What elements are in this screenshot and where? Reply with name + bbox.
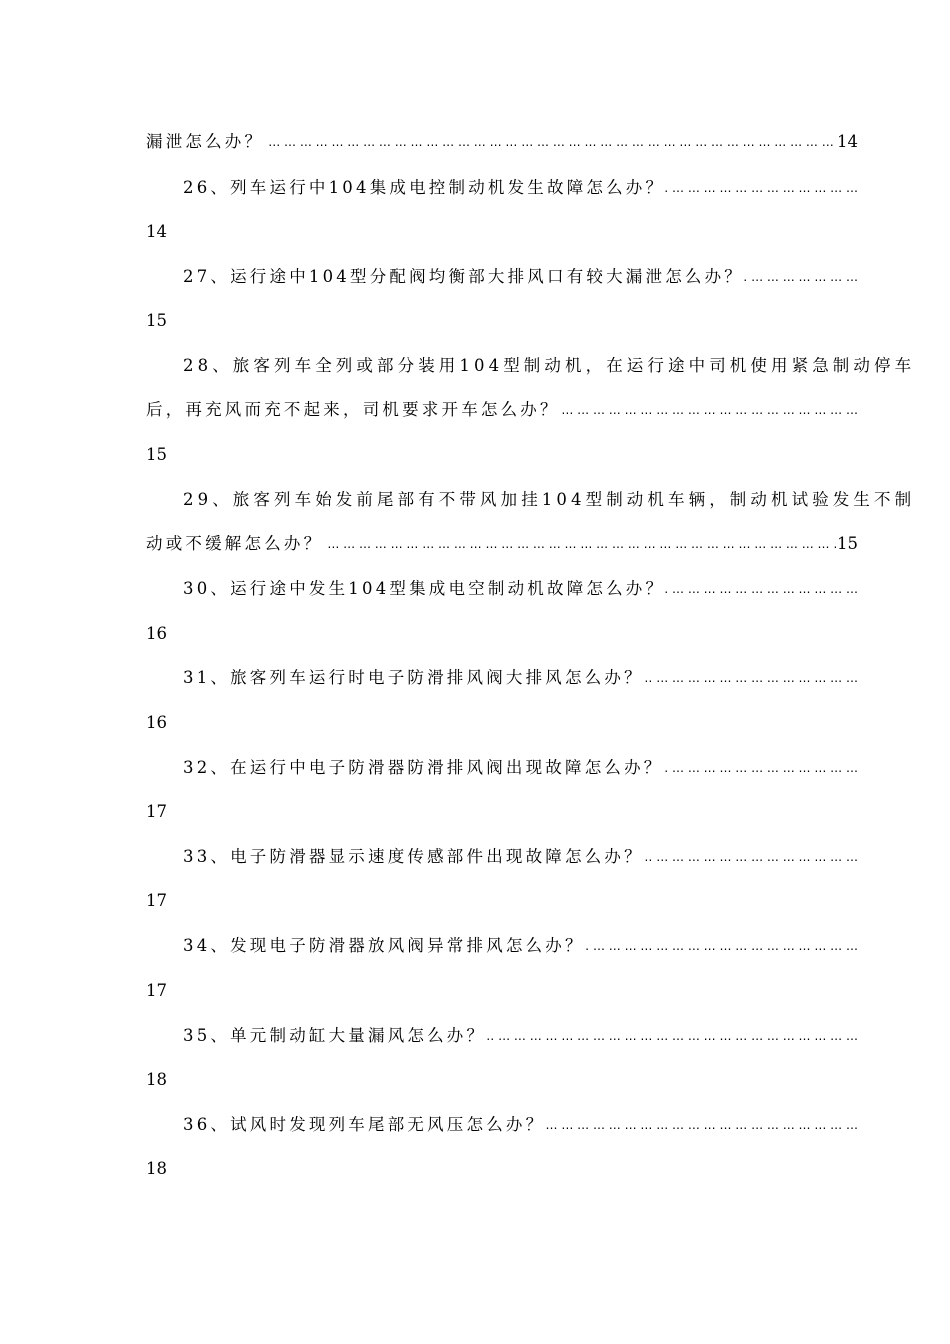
toc-leader-dots bbox=[664, 754, 859, 782]
toc-page-number-30: 16 bbox=[146, 624, 167, 643]
toc-page-number-33: 17 bbox=[146, 891, 167, 910]
toc-entry-text: 27、运行途中104型分配阀均衡部大排风口有较大漏泄怎么办？ bbox=[183, 267, 744, 286]
toc-leader-dots bbox=[585, 932, 858, 960]
toc-leader-dots bbox=[644, 843, 858, 871]
toc-leader-dots bbox=[264, 128, 837, 156]
toc-entry-29-line2[interactable] bbox=[146, 530, 858, 558]
toc-entry-34[interactable] bbox=[183, 932, 858, 960]
toc-entry-33[interactable] bbox=[183, 843, 858, 871]
toc-page-number-31: 16 bbox=[146, 713, 167, 732]
toc-entry-29-line1[interactable]: 29、旅客列车始发前尾部有不带风加挂104型制动机车辆，制动机试验发生不制 bbox=[183, 490, 916, 509]
toc-entry-text: 31、旅客列车运行时电子防滑排风阀大排风怎么办？ bbox=[183, 668, 644, 687]
toc-entry-28-line1[interactable]: 28、旅客列车全列或部分装用104型制动机，在运行途中司机使用紧急制动停车 bbox=[183, 356, 916, 375]
toc-page-number-28: 15 bbox=[146, 445, 167, 464]
toc-leader-dots bbox=[545, 1111, 858, 1139]
toc-leader-dots bbox=[665, 174, 858, 202]
toc-entry-28-line2[interactable] bbox=[146, 396, 858, 424]
toc-leader-dots bbox=[644, 664, 858, 692]
toc-entry-text: 32、在运行中电子防滑器防滑排风阀出现故障怎么办？ bbox=[183, 758, 664, 777]
toc-entry-32[interactable] bbox=[183, 754, 858, 782]
toc-entry-26[interactable] bbox=[183, 174, 858, 202]
toc-page-number-35: 18 bbox=[146, 1070, 167, 1089]
toc-leader-dots bbox=[665, 575, 858, 603]
toc-entry-35[interactable] bbox=[183, 1022, 858, 1050]
toc-entry-30[interactable] bbox=[183, 575, 858, 603]
toc-leader-dots bbox=[560, 396, 858, 424]
toc-entry-31[interactable] bbox=[183, 664, 858, 692]
toc-leader-dots bbox=[744, 263, 858, 291]
toc-entry-text: 34、发现电子防滑器放风阀异常排风怎么办？ bbox=[183, 936, 585, 955]
toc-entry-text: 30、运行途中发生104型集成电空制动机故障怎么办？ bbox=[183, 579, 666, 598]
toc-page-number-26: 14 bbox=[146, 222, 167, 241]
toc-entry-36[interactable] bbox=[183, 1111, 858, 1139]
toc-entry-27[interactable] bbox=[183, 263, 858, 291]
toc-entry-text: 漏泄怎么办？ bbox=[146, 132, 265, 151]
toc-entry-text: 33、电子防滑器显示速度传感部件出现故障怎么办？ bbox=[183, 847, 644, 866]
toc-page-number-32: 17 bbox=[146, 802, 167, 821]
toc-page-number: 15 bbox=[837, 534, 858, 553]
toc-entry-text: 后，再充风而充不起来，司机要求开车怎么办？ bbox=[146, 400, 560, 419]
toc-entry-text: 36、试风时发现列车尾部无风压怎么办？ bbox=[183, 1115, 546, 1134]
toc-entry-text: 动或不缓解怎么办？ bbox=[146, 534, 324, 553]
toc-page-number-34: 17 bbox=[146, 981, 167, 1000]
toc-leader-dots bbox=[486, 1022, 858, 1050]
toc-leader-dots bbox=[323, 530, 837, 558]
toc-entry-text: 26、列车运行中104集成电控制动机发生故障怎么办？ bbox=[183, 178, 666, 197]
toc-page-number-27: 15 bbox=[146, 311, 167, 330]
toc-entry-25-continuation[interactable] bbox=[146, 128, 858, 156]
toc-page-number-36: 18 bbox=[146, 1159, 167, 1178]
toc-entry-text: 35、单元制动缸大量漏风怎么办？ bbox=[183, 1026, 487, 1045]
toc-page-number: 14 bbox=[837, 132, 858, 151]
